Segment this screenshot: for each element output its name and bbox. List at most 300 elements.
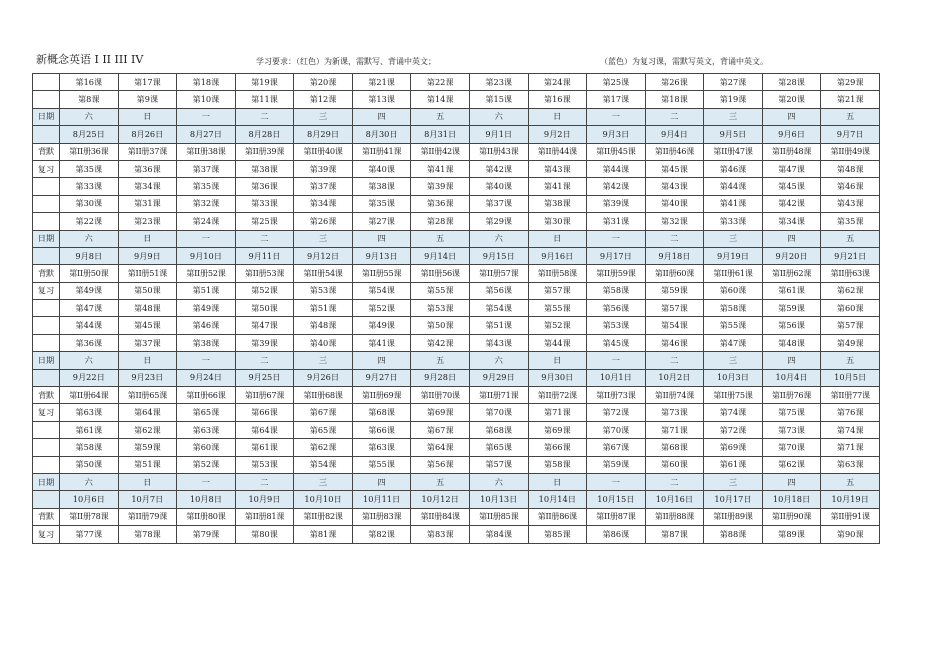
table-cell: 9月3日 [587, 126, 646, 143]
table-cell: 第37课 [118, 334, 177, 351]
row-label [33, 300, 60, 317]
table-cell: 第II册70课 [411, 387, 470, 404]
table-cell: 第42课 [411, 334, 470, 351]
table-cell: 第76课 [821, 404, 880, 421]
table-cell: 第74课 [704, 404, 763, 421]
document-title: 新概念英语 I II III IV [36, 53, 144, 66]
table-cell: 第72课 [704, 421, 763, 438]
table-cell: 9月17日 [587, 247, 646, 264]
table-cell: 第II册74课 [645, 387, 704, 404]
table-cell: 8月26日 [118, 126, 177, 143]
table-cell: 第55课 [704, 317, 763, 334]
table-cell: 第54课 [469, 300, 528, 317]
table-cell: 第II册88课 [645, 508, 704, 525]
table-cell: 日 [118, 473, 177, 490]
row-label [33, 178, 60, 195]
table-cell: 第68课 [469, 421, 528, 438]
table-cell: 第52课 [528, 317, 587, 334]
table-cell: 第67课 [587, 439, 646, 456]
table-cell: 10月19日 [821, 491, 880, 508]
table-cell: 第36课 [235, 178, 294, 195]
table-cell: 第48课 [118, 300, 177, 317]
table-cell: 第70课 [469, 404, 528, 421]
table-cell: 第29课 [469, 213, 528, 230]
lesson-row [33, 334, 880, 351]
table-cell: 第36课 [60, 334, 119, 351]
schedule-body [33, 74, 880, 544]
table-cell: 第51课 [294, 300, 353, 317]
table-cell: 第82课 [352, 526, 411, 543]
table-cell: 第21课 [352, 74, 411, 91]
table-cell: 第II册79课 [118, 508, 177, 525]
table-cell: 第62课 [821, 282, 880, 299]
table-cell: 第46课 [645, 334, 704, 351]
table-cell: 第35课 [177, 178, 236, 195]
table-cell: 第63课 [352, 439, 411, 456]
table-cell: 第34课 [294, 195, 353, 212]
table-cell: 第33课 [704, 213, 763, 230]
table-cell: 六 [60, 352, 119, 369]
table-cell: 第II册56课 [411, 265, 470, 282]
table-cell: 第50课 [118, 282, 177, 299]
table-cell: 五 [411, 352, 470, 369]
table-cell: 第44课 [704, 178, 763, 195]
table-cell: 第78课 [118, 526, 177, 543]
table-cell: 第20课 [762, 91, 821, 108]
table-cell: 第68课 [645, 439, 704, 456]
table-cell: 9月10日 [177, 247, 236, 264]
row-label [33, 421, 60, 438]
table-cell: 第II册39课 [235, 143, 294, 160]
table-cell: 10月15日 [587, 491, 646, 508]
table-cell: 第50课 [60, 456, 119, 473]
table-cell: 第35课 [352, 195, 411, 212]
table-cell: 日 [118, 352, 177, 369]
table-cell: 第50课 [411, 317, 470, 334]
table-cell: 第60课 [704, 282, 763, 299]
row-label [33, 491, 60, 508]
lesson-row [33, 213, 880, 230]
table-cell: 9月25日 [235, 369, 294, 386]
table-cell: 第56课 [587, 300, 646, 317]
table-cell: 第56课 [762, 317, 821, 334]
requirement-blue-note: （蓝色）为复习课，需默写英文，背诵中英文。 [600, 57, 768, 66]
table-cell: 二 [235, 473, 294, 490]
table-cell: 第II册77课 [821, 387, 880, 404]
table-cell: 第II册87课 [587, 508, 646, 525]
table-cell: 第25课 [235, 213, 294, 230]
table-cell: 第49课 [821, 334, 880, 351]
table-cell: 四 [352, 230, 411, 247]
table-cell: 10月11日 [352, 491, 411, 508]
table-cell: 10月7日 [118, 491, 177, 508]
table-cell: 第43课 [821, 195, 880, 212]
table-cell: 第57课 [528, 282, 587, 299]
table-cell: 第58课 [704, 300, 763, 317]
table-cell: 第73课 [645, 404, 704, 421]
table-cell: 第21课 [821, 91, 880, 108]
table-cell: 第20课 [294, 74, 353, 91]
table-cell: 六 [60, 230, 119, 247]
table-cell: 第87课 [645, 526, 704, 543]
table-cell: 第13课 [352, 91, 411, 108]
table-cell: 第63课 [821, 456, 880, 473]
table-cell: 10月14日 [528, 491, 587, 508]
table-cell: 10月1日 [587, 369, 646, 386]
table-cell: 第18课 [645, 91, 704, 108]
table-cell: 第II册52课 [177, 265, 236, 282]
table-cell: 第51课 [118, 456, 177, 473]
table-cell: 第49课 [352, 317, 411, 334]
table-cell: 10月9日 [235, 491, 294, 508]
table-cell: 9月2日 [528, 126, 587, 143]
row-label [33, 247, 60, 264]
table-cell: 第53课 [294, 282, 353, 299]
table-cell: 8月29日 [294, 126, 353, 143]
table-cell: 9月18日 [645, 247, 704, 264]
table-cell: 第41课 [352, 334, 411, 351]
table-cell: 三 [294, 108, 353, 125]
table-cell: 第8课 [60, 91, 119, 108]
table-cell: 第46课 [177, 317, 236, 334]
table-cell: 9月9日 [118, 247, 177, 264]
table-cell: 第II册38课 [177, 143, 236, 160]
table-cell: 第40课 [469, 178, 528, 195]
row-label: 背默 [33, 143, 60, 160]
table-cell: 三 [704, 473, 763, 490]
table-cell: 第II册90课 [762, 508, 821, 525]
table-cell: 第65课 [177, 404, 236, 421]
table-cell: 一 [177, 352, 236, 369]
table-cell: 第69课 [528, 421, 587, 438]
table-cell: 第38课 [235, 160, 294, 177]
table-cell: 第42课 [587, 178, 646, 195]
table-cell: 第74课 [821, 421, 880, 438]
table-cell: 第II册67课 [235, 387, 294, 404]
table-cell: 第40课 [352, 160, 411, 177]
table-cell: 第37课 [294, 178, 353, 195]
table-cell: 第II册46课 [645, 143, 704, 160]
table-cell: 三 [704, 230, 763, 247]
table-cell: 第33课 [235, 195, 294, 212]
row-label [33, 369, 60, 386]
table-cell: 五 [821, 352, 880, 369]
table-cell: 五 [411, 473, 470, 490]
table-cell: 三 [704, 352, 763, 369]
row-label [33, 456, 60, 473]
table-cell: 第56课 [469, 282, 528, 299]
table-cell: 第50课 [235, 300, 294, 317]
table-cell: 第II册65课 [118, 387, 177, 404]
requirement-red-note: 学习要求：（红色）为新课，需默写、背诵中英文； [256, 57, 436, 66]
table-cell: 9月22日 [60, 369, 119, 386]
table-cell: 第53课 [587, 317, 646, 334]
table-cell: 10月6日 [60, 491, 119, 508]
table-cell: 第64课 [118, 404, 177, 421]
table-cell: 第64课 [235, 421, 294, 438]
row-label [33, 126, 60, 143]
table-cell: 9月8日 [60, 247, 119, 264]
lesson-row [33, 439, 880, 456]
table-cell: 第45课 [645, 160, 704, 177]
table-cell: 第71课 [528, 404, 587, 421]
table-cell: 第23课 [469, 74, 528, 91]
table-cell: 9月7日 [821, 126, 880, 143]
table-cell: 二 [645, 473, 704, 490]
table-cell: 第59课 [645, 282, 704, 299]
table-cell: 第60课 [177, 439, 236, 456]
table-cell: 第37课 [469, 195, 528, 212]
table-cell: 第II册51课 [118, 265, 177, 282]
table-cell: 日 [118, 108, 177, 125]
table-cell: 三 [294, 230, 353, 247]
table-cell: 第II册60课 [645, 265, 704, 282]
table-cell: 第59课 [762, 300, 821, 317]
table-cell: 第89课 [762, 526, 821, 543]
table-cell: 六 [469, 473, 528, 490]
table-cell: 第52课 [235, 282, 294, 299]
table-cell: 第29课 [821, 74, 880, 91]
row-label: 背默 [33, 387, 60, 404]
table-cell: 第34课 [118, 178, 177, 195]
table-cell: 一 [177, 473, 236, 490]
table-cell: 第II册72课 [528, 387, 587, 404]
table-cell: 第57课 [645, 300, 704, 317]
table-cell: 第II册82课 [294, 508, 353, 525]
table-cell: 第41课 [528, 178, 587, 195]
table-cell: 9月11日 [235, 247, 294, 264]
table-cell: 二 [235, 108, 294, 125]
table-cell: 第47课 [235, 317, 294, 334]
table-cell: 10月3日 [704, 369, 763, 386]
table-cell: 第II册45课 [587, 143, 646, 160]
table-cell: 8月31日 [411, 126, 470, 143]
table-cell: 第14课 [411, 91, 470, 108]
table-cell: 一 [587, 108, 646, 125]
lesson-row [33, 282, 880, 299]
date-row [33, 108, 880, 125]
table-cell: 第56课 [411, 456, 470, 473]
lesson-row [33, 74, 880, 91]
table-cell: 四 [762, 473, 821, 490]
table-cell: 一 [587, 230, 646, 247]
table-cell: 第II册62课 [762, 265, 821, 282]
table-cell: 日 [528, 230, 587, 247]
table-cell: 第61课 [235, 439, 294, 456]
table-cell: 第71课 [645, 421, 704, 438]
row-label: 背默 [33, 508, 60, 525]
table-cell: 第66课 [235, 404, 294, 421]
row-label [33, 195, 60, 212]
table-cell: 第45课 [118, 317, 177, 334]
table-cell: 10月10日 [294, 491, 353, 508]
table-cell: 第43课 [469, 334, 528, 351]
table-cell: 第24课 [528, 74, 587, 91]
table-cell: 9月6日 [762, 126, 821, 143]
table-cell: 第47课 [762, 160, 821, 177]
row-label [33, 317, 60, 334]
table-cell: 第55课 [352, 456, 411, 473]
recite-row [33, 387, 880, 404]
table-cell: 二 [645, 352, 704, 369]
row-label [33, 91, 60, 108]
row-label [33, 74, 60, 91]
row-label: 背默 [33, 265, 60, 282]
table-cell: 第80课 [235, 526, 294, 543]
table-cell: 六 [469, 230, 528, 247]
table-cell: 第22课 [411, 74, 470, 91]
table-cell: 第II册66课 [177, 387, 236, 404]
table-cell: 第II册63课 [821, 265, 880, 282]
table-cell: 三 [294, 352, 353, 369]
table-cell: 9月16日 [528, 247, 587, 264]
table-cell: 8月25日 [60, 126, 119, 143]
table-cell: 第60课 [821, 300, 880, 317]
table-cell: 8月27日 [177, 126, 236, 143]
table-cell: 第II册59课 [587, 265, 646, 282]
table-cell: 第15课 [469, 91, 528, 108]
table-cell: 第24课 [177, 213, 236, 230]
table-cell: 第II册58课 [528, 265, 587, 282]
table-cell: 第62课 [294, 439, 353, 456]
table-cell: 第65课 [469, 439, 528, 456]
lesson-row [33, 160, 880, 177]
recite-row [33, 508, 880, 525]
table-cell: 9月21日 [821, 247, 880, 264]
table-cell: 第45课 [587, 334, 646, 351]
table-cell: 10月17日 [704, 491, 763, 508]
table-cell: 第28课 [762, 74, 821, 91]
table-cell: 四 [762, 230, 821, 247]
table-cell: 第41课 [704, 195, 763, 212]
date-row [33, 126, 880, 143]
table-cell: 9月4日 [645, 126, 704, 143]
table-cell: 第77课 [60, 526, 119, 543]
table-cell: 第10课 [177, 91, 236, 108]
table-cell: 第54课 [352, 282, 411, 299]
table-cell: 第35课 [821, 213, 880, 230]
table-cell: 四 [762, 352, 821, 369]
table-cell: 9月12日 [294, 247, 353, 264]
table-cell: 第27课 [352, 213, 411, 230]
table-cell: 第17课 [118, 74, 177, 91]
table-cell: 第33课 [60, 178, 119, 195]
table-cell: 第61课 [704, 456, 763, 473]
table-cell: 第62课 [118, 421, 177, 438]
table-cell: 第38课 [528, 195, 587, 212]
table-cell: 第31课 [587, 213, 646, 230]
row-label: 复习 [33, 404, 60, 421]
table-cell: 第58课 [60, 439, 119, 456]
table-cell: 第46课 [704, 160, 763, 177]
table-cell: 第88课 [704, 526, 763, 543]
table-cell: 第64课 [411, 439, 470, 456]
table-cell: 二 [645, 108, 704, 125]
table-cell: 日 [118, 230, 177, 247]
table-cell: 第II册42课 [411, 143, 470, 160]
row-label [33, 334, 60, 351]
table-cell: 第49课 [60, 282, 119, 299]
table-cell: 第67课 [411, 421, 470, 438]
table-cell: 五 [821, 230, 880, 247]
table-cell: 第59课 [587, 456, 646, 473]
table-cell: 日 [528, 473, 587, 490]
lesson-row [33, 195, 880, 212]
table-cell: 10月18日 [762, 491, 821, 508]
table-cell: 第38课 [352, 178, 411, 195]
table-cell: 第II册73课 [587, 387, 646, 404]
row-label: 日期 [33, 108, 60, 125]
document-header [0, 52, 950, 68]
study-schedule-table [32, 73, 880, 544]
date-row [33, 369, 880, 386]
lesson-row [33, 404, 880, 421]
table-cell: 第II册55课 [352, 265, 411, 282]
table-cell: 第46课 [821, 178, 880, 195]
table-cell: 第62课 [762, 456, 821, 473]
table-cell: 9月28日 [411, 369, 470, 386]
table-cell: 第II册40课 [294, 143, 353, 160]
table-cell: 第69课 [411, 404, 470, 421]
table-cell: 日 [528, 108, 587, 125]
row-label: 复习 [33, 160, 60, 177]
table-cell: 一 [177, 108, 236, 125]
lesson-row [33, 421, 880, 438]
table-cell: 第61课 [60, 421, 119, 438]
table-cell: 第51课 [177, 282, 236, 299]
table-cell: 六 [469, 108, 528, 125]
table-cell: 二 [235, 230, 294, 247]
table-cell: 一 [587, 352, 646, 369]
table-cell: 第47课 [60, 300, 119, 317]
table-cell: 9月27日 [352, 369, 411, 386]
table-cell: 第II册75课 [704, 387, 763, 404]
table-cell: 第39课 [587, 195, 646, 212]
table-cell: 第II册71课 [469, 387, 528, 404]
table-cell: 五 [821, 473, 880, 490]
table-cell: 第19课 [704, 91, 763, 108]
date-row [33, 230, 880, 247]
lesson-row [33, 317, 880, 334]
table-cell: 第II册68课 [294, 387, 353, 404]
lesson-row [33, 456, 880, 473]
table-cell: 第53课 [411, 300, 470, 317]
table-cell: 9月13日 [352, 247, 411, 264]
lesson-row [33, 300, 880, 317]
table-cell: 第28课 [411, 213, 470, 230]
table-cell: 第86课 [587, 526, 646, 543]
table-cell: 第36课 [411, 195, 470, 212]
table-cell: 第II册53课 [235, 265, 294, 282]
table-cell: 第52课 [177, 456, 236, 473]
table-cell: 第II册37课 [118, 143, 177, 160]
table-cell: 第27课 [704, 74, 763, 91]
recite-row [33, 143, 880, 160]
table-cell: 9月5日 [704, 126, 763, 143]
table-cell: 第38课 [177, 334, 236, 351]
table-cell: 第39课 [294, 160, 353, 177]
table-cell: 9月26日 [294, 369, 353, 386]
table-cell: 第34课 [762, 213, 821, 230]
table-cell: 第44课 [60, 317, 119, 334]
table-cell: 第35课 [60, 160, 119, 177]
table-cell: 第55课 [411, 282, 470, 299]
row-label: 复习 [33, 526, 60, 543]
table-cell: 第II册44课 [528, 143, 587, 160]
table-cell: 第54课 [294, 456, 353, 473]
table-cell: 第II册57课 [469, 265, 528, 282]
table-cell: 第58课 [528, 456, 587, 473]
